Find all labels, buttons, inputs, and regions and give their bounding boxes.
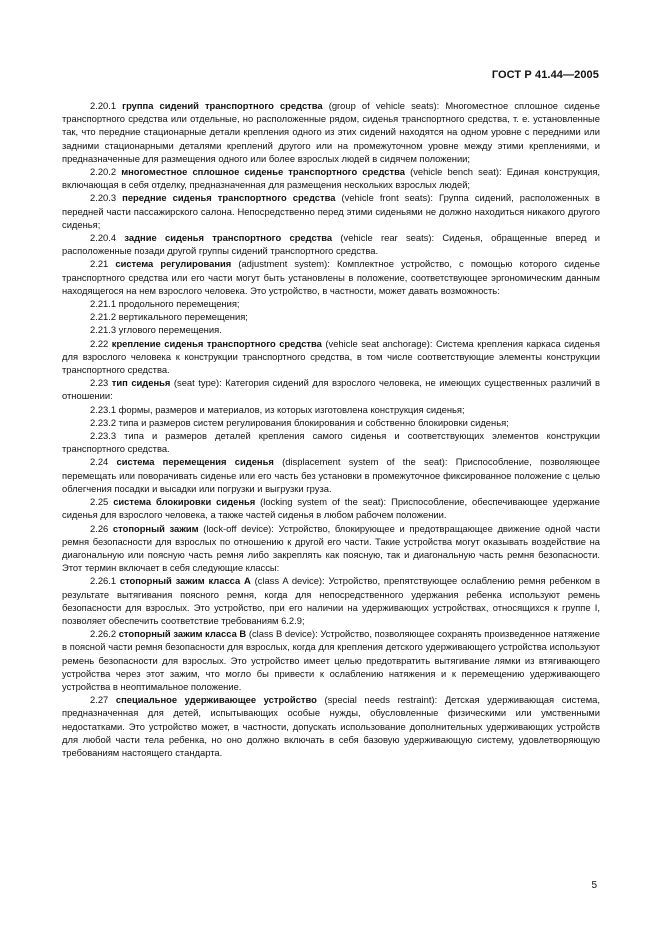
definition: (special needs restraint): Детская удерживающая система, предназначенная для детей, испытывающих особые нужды, обусловленные физическими или умственными недостатками. Это устройство может, в частности, допускать использование дополнительных удерживающих устройств для любой части тела ребенка, но оно должно включать в себя базовую удерживающую систему, удовлетворяющую требованиям настоящего стандарта.	[62, 694, 600, 758]
term: тип сиденья	[111, 377, 171, 389]
definition: (adjustment system): Комплектное устройство, с помощью которого сиденье транспортного средства или его части могут быть установлены в положение, соответствующее эргономическим данным находящегося на нем взрослого человека. Это устройство, в частности, может давать возможность:	[62, 258, 601, 296]
clause-number: 2.26.2	[90, 628, 119, 640]
paragraph	[62, 416, 600, 429]
term: специальное удерживающее устройство	[115, 694, 317, 706]
definition: (class B device): Устройство, позволяющее сохранять произведенное натяжение в поясной части ремня безопасности для взрослых, когда для крепления детского удерживающего устройства используют ремень безопасности для взрослых. Это устройство имеет целью предотвратить вытягивание лямки из втягивающего устройства через этот зажим, что могло бы привести к ослаблению натяжения и к перемещению удерживающего устройства в неоптимальное положение.	[62, 628, 601, 692]
paragraph	[62, 495, 600, 521]
clause-number: 2.20.4	[90, 232, 125, 244]
clause-number: 2.21.3	[90, 324, 119, 336]
definition: (lock-off device): Устройство, блокирующее и предотвращающее движение одной части ремня безопасности для взрослых по отношению к другой его части. Такие устройства могут оказывать воздействие на диагональную или поясную часть ремня либо закреплять как поясную, так и диагональную часть ремня безопасности. Этот термин включает в себя следующие классы:	[62, 522, 600, 574]
term: крепление сиденья транспортного средства	[111, 337, 322, 349]
page-number: 5	[591, 880, 597, 891]
term: многоместное сплошное сиденье транспортного средства	[121, 166, 405, 178]
clause-number: 2.25	[90, 496, 114, 508]
definition: вертикального перемещения;	[118, 311, 248, 323]
definition: продольного перемещения;	[118, 298, 240, 310]
term: стопорный зажим класса В	[118, 628, 247, 640]
clause-number: 2.21.2	[90, 311, 119, 323]
paragraph	[62, 455, 600, 495]
term: группа сидений транспортного средства	[122, 100, 323, 111]
clause-number: 2.20.1	[90, 100, 123, 111]
clause-number: 2.23.1	[90, 403, 119, 415]
paragraph	[62, 376, 600, 402]
clause-number: 2.24	[90, 456, 117, 468]
definition: (vehicle rear seats): Сиденья, обращенные вперед и расположенные позади другой группы сидений транспортного средства.	[62, 232, 600, 257]
definition: типа и размеров систем регулирования блокирования и собственно блокировки сиденья;	[118, 416, 509, 428]
paragraph	[62, 574, 600, 627]
paragraph	[62, 191, 600, 231]
paragraph	[62, 522, 600, 575]
clause-number: 2.22	[90, 337, 112, 349]
term: задние сиденья транспортного средства	[124, 232, 333, 244]
term: система перемещения сиденья	[116, 456, 274, 468]
clause-number: 2.20.2	[90, 166, 122, 178]
paragraph	[62, 337, 600, 377]
term: передние сиденья транспортного средства	[122, 192, 336, 204]
paragraph	[62, 403, 600, 416]
term: система регулирования	[115, 258, 232, 270]
paragraph	[62, 627, 600, 693]
clause-number: 2.26.1	[90, 575, 120, 587]
definition: (displacement system of the seat): Приспособление, позволяющее перемещать или поворачивать сиденье или его часть без установки в промежуточное фиксированное положение с целью облегчения посадки и высадки или погрузки и выгрузки груза.	[62, 456, 600, 494]
definition: (group of vehicle seats): Многоместное сплошное сиденье транспортного средства или отдельные, но расположенные рядом, сиденья транспортного средства, т. е. установленные так, что передние стационарные детали крепления одного из этих сидений находятся на одном уровне с передними или задними стационарными деталями креплений другого или на промежуточном уровне между этими креплениями, и предназначенные для размещения одного или более взрослых людей в сидячем положении;	[62, 100, 601, 164]
clause-number: 2.21.1	[90, 298, 119, 310]
clause-number: 2.26	[90, 522, 113, 534]
paragraph	[62, 310, 600, 323]
definition: (class A device): Устройство, препятствующее ослаблению ремня ребенком в результате вытягивания поясного ремня, когда для непосредственного удержания ребенка используют ремень безопасности для взрослых. Это устройство, при его наличии на удерживающих устройствах, относящихся к группе I, позволяет обеспечить соответствие требованиям 6.2.9;	[62, 575, 600, 626]
definition: (locking system of the seat): Приспособление, обеспечивающее удержание сиденья для взрослого человека, а также частей сиденья в любом рабочем положении.	[62, 496, 601, 521]
definition: углового перемещения.	[118, 324, 222, 336]
paragraph	[62, 297, 600, 310]
definition: типа и размеров деталей крепления самого сиденья и соответствующих элементов конструкции транспортного средства.	[62, 430, 600, 455]
paragraph	[62, 99, 600, 165]
paragraph	[62, 693, 600, 759]
definition: (seat type): Категория сидений для взрослого человека, не имеющих существенных различий в отношении:	[62, 377, 600, 402]
clause-number: 2.27	[90, 694, 116, 706]
term: стопорный зажим	[112, 522, 199, 534]
paragraph	[62, 323, 600, 336]
clause-number: 2.23	[90, 377, 112, 389]
clause-number: 2.20.3	[90, 192, 123, 204]
page-header: ГОСТ Р 41.44—2005	[491, 69, 599, 81]
paragraph	[62, 231, 600, 257]
paragraph	[62, 165, 600, 191]
paragraph	[62, 429, 600, 455]
clause-number: 2.23.3	[90, 430, 125, 442]
paragraph	[62, 257, 600, 297]
definition: (vehicle front seats): Группа сидений, расположенных в передней части пассажирского салона. Непосредственно перед этими сиденьями не должно находиться никакого другого сиденья;	[62, 192, 601, 230]
clause-number: 2.21	[90, 258, 116, 270]
definition: (vehicle bench seat): Единая конструкция, включающая в себя отделку, предназначенная для размещения нескольких взрослых людей;	[62, 166, 601, 191]
document-body	[62, 99, 600, 759]
clause-number: 2.23.2	[90, 416, 119, 428]
definition: формы, размеров и материалов, из которых изготовлена конструкция сиденья;	[118, 403, 465, 415]
term: система блокировки сиденья	[113, 496, 256, 508]
definition: (vehicle seat anchorage): Система крепления каркаса сиденья для взрослого человека к конструкции транспортного средства, в том числе соответствующие элементы конструкции транспортного средства.	[62, 337, 600, 376]
term: стопорный зажим класса А	[119, 575, 251, 587]
